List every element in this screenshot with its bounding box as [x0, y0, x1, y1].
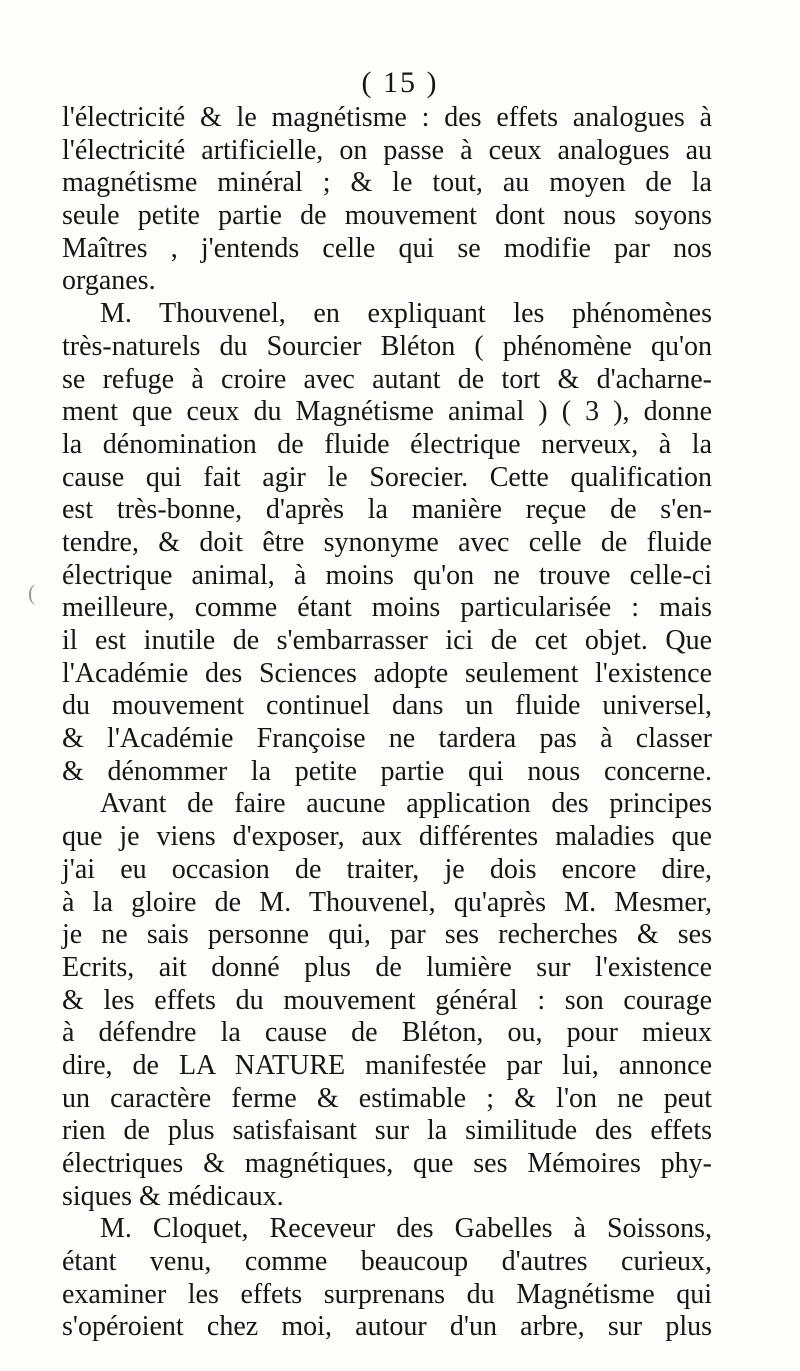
text-line: électriques & magnétiques, que ses Mémoires phy- — [62, 1148, 712, 1179]
text-line: l'Académie des Sciences adopte seulement l'existence — [62, 657, 712, 689]
text-line: siques & médicaux. — [62, 1180, 284, 1212]
text-line: s'opéroient chez moi, autour d'un arbre, sur plus — [62, 1311, 712, 1343]
paragraph-4 — [62, 1213, 712, 1344]
text-line: électrique animal, à moins qu'on ne trouve celle-ci — [62, 559, 712, 591]
text-line: rien de plus satisfaisant sur la similitude des effets — [62, 1115, 712, 1147]
text-line: Maîtres , j'entends celle qui se modifie par nos — [62, 232, 712, 264]
margin-mark: ( — [28, 580, 36, 605]
text-line: & l'Académie Françoise ne tardera pas à classer — [62, 723, 712, 755]
text-line: dire, de LA NATURE manifestée par lui, annonce — [62, 1049, 712, 1081]
paragraph-2 — [62, 298, 712, 788]
text-line: meilleure, comme étant moins particularisée : mais — [62, 592, 712, 624]
text-line: est très-bonne, d'après la manière reçue de s'en- — [62, 494, 712, 526]
text-line: un caractère ferme & estimable ; & l'on ne peut — [62, 1082, 712, 1114]
text-line: la dénomination de fluide électrique nerveux, à la — [62, 428, 712, 460]
text-line: magnétisme minéral ; & le tout, au moyen de la — [62, 167, 712, 199]
paragraph-1 — [62, 102, 712, 298]
text-line: seule petite partie de mouvement dont nous soyons — [62, 200, 712, 232]
text-line: à la gloire de M. Thouvenel, qu'après M. Mesmer, — [62, 886, 712, 918]
text-line: l'électricité & le magnétisme : des effets analogues à — [62, 102, 712, 133]
text-line: l'électricité artificielle, on passe à ceux analogues au — [62, 134, 712, 166]
text-line: que je viens d'exposer, aux différentes maladies que — [62, 821, 712, 853]
text-line: je ne sais personne qui, par ses recherches & ses — [62, 919, 712, 951]
text-line: & les effets du mouvement général : son courage — [62, 984, 712, 1016]
text-line: & dénommer la petite partie qui nous concerne. — [62, 755, 712, 787]
text-line: examiner les effets surprenans du Magnétisme qui — [62, 1278, 712, 1310]
text-line: M. Cloquet, Receveur des Gabelles à Soissons, — [100, 1213, 712, 1245]
text-line: tendre, & doit être synonyme avec celle de fluide — [62, 526, 712, 558]
text-line: organes. — [62, 265, 156, 297]
text-line: très-naturels du Sourcier Bléton ( phénomène qu'on — [62, 330, 712, 362]
text-line: cause qui fait agir le Sorecier. Cette qualification — [62, 461, 712, 493]
text-line: Avant de faire aucune application des principes — [100, 788, 712, 820]
text-line: Ecrits, ait donné plus de lumière sur l'existence — [62, 951, 712, 983]
text-line: à défendre la cause de Bléton, ou, pour mieux — [62, 1017, 712, 1049]
text-line: j'ai eu occasion de traiter, je dois encore dire, — [62, 853, 712, 885]
text-line: étant venu, comme beaucoup d'autres curieux, — [62, 1246, 712, 1278]
paragraph-3 — [62, 788, 712, 1213]
text-line: ment que ceux du Magnétisme animal ) ( 3 ), donne — [62, 396, 712, 428]
text-line: il est inutile de s'embarrasser ici de cet objet. Que — [62, 625, 712, 656]
page-number: ( 15 ) — [361, 66, 439, 99]
text-line: se refuge à croire avec autant de tort & d'acharne- — [62, 363, 712, 395]
text-line: du mouvement continuel dans un fluide universel, — [62, 690, 712, 722]
body-text — [62, 102, 712, 1344]
text-line: M. Thouvenel, en expliquant les phénomènes — [100, 298, 712, 330]
